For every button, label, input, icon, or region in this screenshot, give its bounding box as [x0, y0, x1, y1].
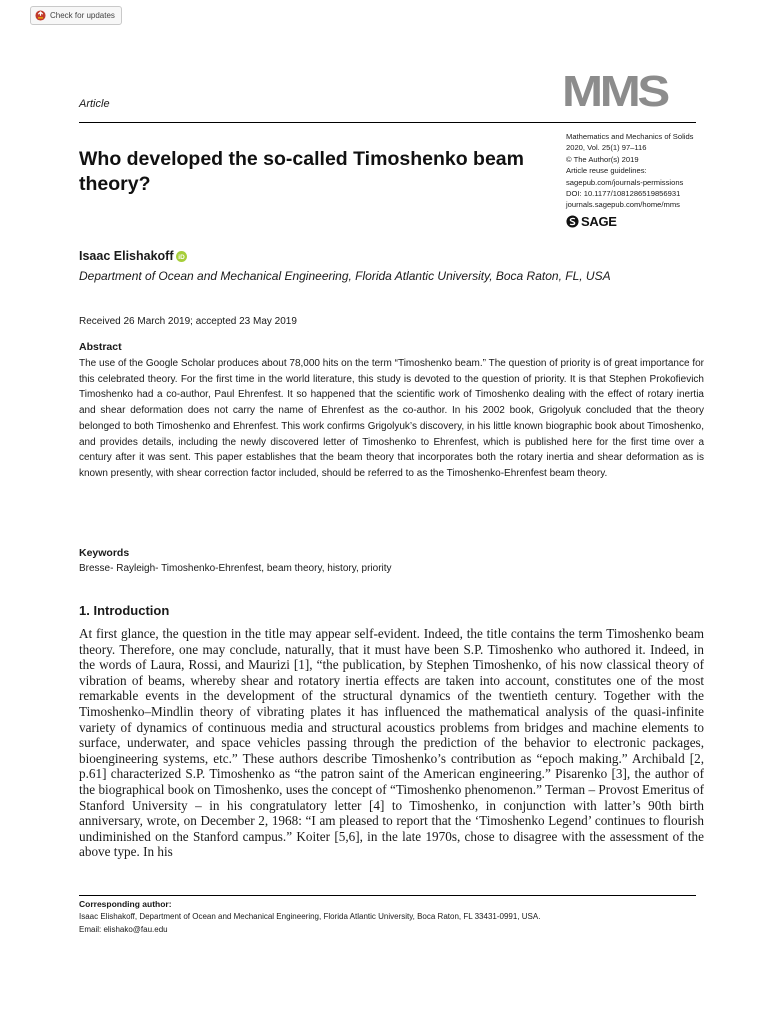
journal-meta-link[interactable]: sagepub.com/journals-permissions: [566, 177, 684, 187]
journal-meta-link[interactable]: journals.sagepub.com/home/mms: [566, 200, 680, 210]
journal-logo: MMS: [562, 67, 667, 116]
author: [79, 249, 187, 263]
orcid-icon[interactable]: [176, 251, 187, 262]
journal-meta-doi[interactable]: DOI: 10.1177/1081286519856931: [566, 189, 681, 199]
sage-s-icon: [566, 215, 579, 228]
keywords-text: Bresse- Rayleigh- Timoshenko-Ehrenfest, beam theory, history, priority: [79, 563, 392, 574]
abstract-heading: Abstract: [79, 341, 122, 353]
article-type: Article: [79, 98, 110, 110]
journal-meta-line: © The Author(s) 2019: [566, 154, 639, 164]
section-heading: 1. Introduction: [79, 603, 170, 618]
corresponding-author-address: Isaac Elishakoff, Department of Ocean and Mechanical Engineering, Florida Atlantic University, Boca Raton, FL 33431-0991, USA.: [79, 912, 541, 921]
footnote-rule: [79, 895, 696, 896]
publisher-logo: [566, 214, 617, 229]
journal-meta: [566, 131, 726, 211]
svg-text:iD: iD: [177, 253, 185, 261]
journal-meta-line: Mathematics and Mechanics of Solids: [566, 132, 694, 141]
affiliation: Department of Ocean and Mechanical Engineering, Florida Atlantic University, Boca Raton, FL, USA: [79, 269, 611, 283]
check-for-updates-label: Check for updates: [50, 11, 115, 20]
publisher-name: SAGE: [581, 214, 617, 229]
header-rule: [79, 122, 696, 123]
section-body: At first glance, the question in the title may appear self-evident. Indeed, the title contains the term Timoshenko beam theory. Therefore, one may conclude, naturally, that it must have been S.P. Timoshenko who authored it. Indeed, in the words of Laura, Rossi, and Maurizi [1], “the publication, by Stephen Timoshenko, of his now classical theory of vibration of beams, whereby shear and rotatory inertia effects are taken into account, constitutes one of the most remarkable events in the development of the structural dynamics of the twentieth century. Together with the Timoshenko–Mindlin theory of vibrating plates it has influenced the mathematical analysis of the quasi-infinite variety of dynamics of continuous media and structural acoustics problems from bridges and machine elements to surface, underwater, and space vehicles passing through the prediction of the behavior to electronic packages, bioengineering systems, etc.” These authors describe Timoshenko’s contribution as “epoch making.” Archibald [2, p.61] characterized S.P. Timoshenko as “the patron saint of the American engineering.” Pisarenko [3], the author of the biographical book on Timoshenko, uses the concept of “Timoshenko phenomenon.” Terman – Provost Emeritus of Stanford University – in his congratulatory letter [4] to Timoshenko, in conjunction with latter’s 90th birth anniversary, wrote, on December 2, 1968: “I am pleased to report that the ‘Timoshenko Legend’ continues to flourish undiminished on the Stanford campus.” Koiter [5,6], in the late 1970s, chose to disagree with the assessment of the above type. In his: [79, 626, 704, 860]
corresponding-author-email[interactable]: Email: elishako@fau.edu: [79, 925, 168, 934]
received-dates: Received 26 March 2019; accepted 23 May 2019: [79, 316, 297, 327]
journal-meta-line: 2020, Vol. 25(1) 97–116: [566, 143, 647, 153]
corresponding-author-heading: Corresponding author:: [79, 899, 172, 909]
keywords-heading: Keywords: [79, 547, 130, 559]
abstract-text: The use of the Google Scholar produces about 78,000 hits on the term “Timoshenko beam.” The question of priority is of great importance for this celebrated theory. For the first time in the world literature, this study is devoted to the question of priority. It is that Stephen Prokofievich Timoshenko had a co-author, Paul Ehrenfest. It so happened that the scientific work of Timoshenko dealing with the effect of rotary inertia and shear deformation does not carry the name of Ehrenfest as the co-author. In his 2002 book, Grigolyuk concluded that the theory belonged to both Timoshenko and Ehrenfest. This work confirms Grigolyuk’s discovery, in his little known biographic book about Timoshenko, and provides details, including the newly discovered letter of Timoshenko to Ehrenfest, which is published here for the first time over a century after it was sent. This paper establishes that the beam theory that incorporates both the rotary inertia and shear deformation as is known presently, with shear correction factor included, should be referred to as the Timoshenko-Ehrenfest beam theory.: [79, 358, 704, 479]
paper-title: Who developed the so-called Timoshenko beam theory?: [79, 148, 524, 195]
author-name[interactable]: Isaac Elishakoff: [79, 249, 174, 263]
check-for-updates-icon: [35, 10, 46, 21]
journal-meta-line: Article reuse guidelines:: [566, 166, 647, 176]
check-for-updates-badge[interactable]: [30, 6, 122, 25]
